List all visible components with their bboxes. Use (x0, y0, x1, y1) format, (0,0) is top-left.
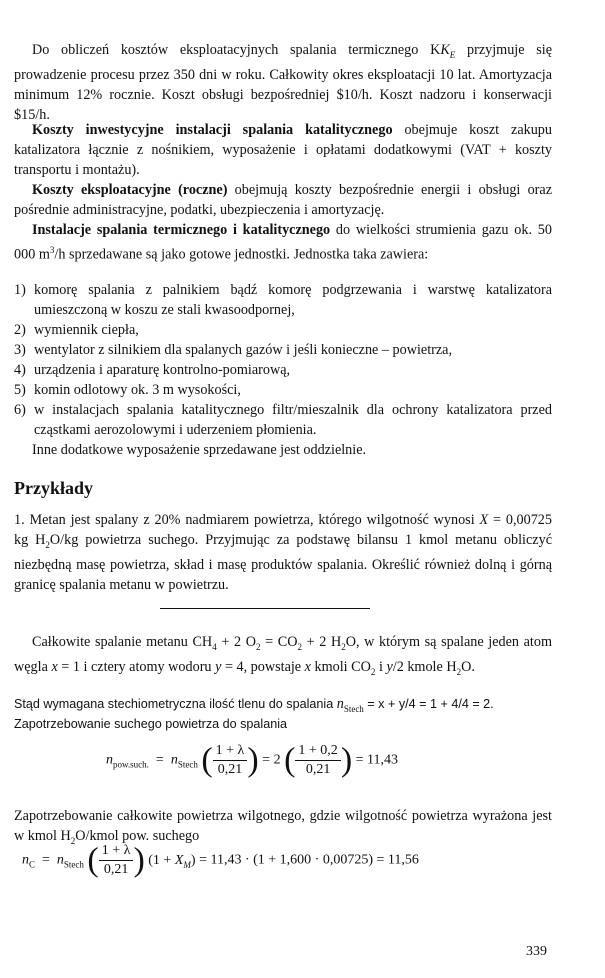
solution-wet-air-label: Zapotrzebowanie całkowite powietrza wilgotnego, gdzie wilgotność powietrza wyrażona jest w kmol $H_2O$/kmol pow. suchego (14, 808, 552, 846)
list-item: 6) w instalacjach spalania katalitycznego filtr/mieszalnik dla ochrony katalizatora przed cząstkami aerozolowymi i uderzeniem płomienia. (14, 402, 552, 438)
paragraph-operating-costs: Do obliczeń kosztów eksploatacyjnych spalania termicznego $KK_E$ przyjmuje się prowadzenie procesu przez 350 dni w roku. Całkowity okres eksploatacji 10 lat. Amortyzacja minimum 12% rocznie. Koszt obsługi bezpośredniej $10/h. Koszt nadzoru i konserwacji $15/h. (14, 42, 553, 123)
solution-stoich-oxygen: Stąd wymagana stechiometryczna ilość tlenu do spalania $n_{Stech} = x + y/4 = 1 + 4/4 = 2$. (14, 696, 494, 714)
paragraph-installations: Instalacje spalania termicznego i katalitycznego do wielkości strumienia gazu ok. 50 000 $m^3/h$ sprzedawane są jako gotowe jednostki. Jednostka taka zawiera: (14, 222, 552, 263)
equation-wet-air: $n_C = n_{Stech}$ ( $\frac{1 + \lambda}{0,21}$ ) $(1 + X_M) = 11,43 \cdot (1 + 1,600 \cdot 0,00725) = 11,56$ (22, 841, 419, 879)
solution-paragraph-1: Całkowite spalanie metanu $CH_4 + 2$ $O_2 = CO_2 + 2$ $H_2O$, w którym są spalane jeden atom węgla x = 1 i cztery atomy wodoru y = 4, powstaje x kmoli $CO_2$ i y/2 kmole $H_2O$. (14, 634, 552, 677)
list-item: 5) komin odlotowy ok. 3 m wysokości, (14, 382, 241, 398)
page-number: 339 (526, 944, 547, 959)
paragraph-other-equipment: Inne dodatkowe wyposażenie sprzedawane jest oddzielnie. (32, 442, 367, 458)
list-item: 3) wentylator z silnikiem dla spalanych gazów i jeśli konieczne – powietrza, (14, 342, 452, 358)
list-item: 4) urządzenia i aparaturę kontrolno-pomiarową, (14, 362, 291, 378)
list-item: 2) wymiennik ciepła, (14, 322, 139, 338)
paragraph-operating-annual: Koszty eksploatacyjne (roczne) obejmują koszty bezpośrednie energii i obsługi oraz pośrednie administracyjne, podatki, ubezpieczenia i amortyzację. (14, 182, 553, 218)
equipment-list (14, 280, 552, 440)
solution-dry-air-label: Zapotrzebowanie suchego powietrza do spalania (14, 717, 288, 731)
example-1-text: 1. Metan jest spalany z 20% nadmiarem powietrza, którego wilgotność wynosi X = 0,00725 kg $H_2O/kg$ powietrza suchego. Przyjmując za podstawę bilansu 1 kmol metanu obliczyć niezbędną masę powietrza, skład i masę produktów spalania. Określić również dolną i górną granicę spalania metanu w powietrzu. (14, 512, 552, 593)
equation-dry-air: $n_{pow.such.} = n_{Stech}$ ( $\frac{1 + \lambda}{0,21}$ ) = 2 ( $\frac{1 + 0,2}{0,21}$ ) = 11,43 (106, 741, 399, 779)
divider (160, 608, 370, 609)
section-heading: Przykłady (14, 478, 93, 498)
paragraph-investment-costs: Koszty inwestycyjne instalacji spalania katalitycznego obejmuje koszt zakupu katalizatora łącznie z nośnikiem, wyposażenie i opłatami dodatkowymi (VAT + koszty transportu i montażu). (14, 122, 552, 178)
list-item: 1) komorę spalania z palnikiem bądź komorę podgrzewania i warstwę katalizatora umieszczoną w koszu ze stali kwasoodpornej, (14, 282, 552, 318)
